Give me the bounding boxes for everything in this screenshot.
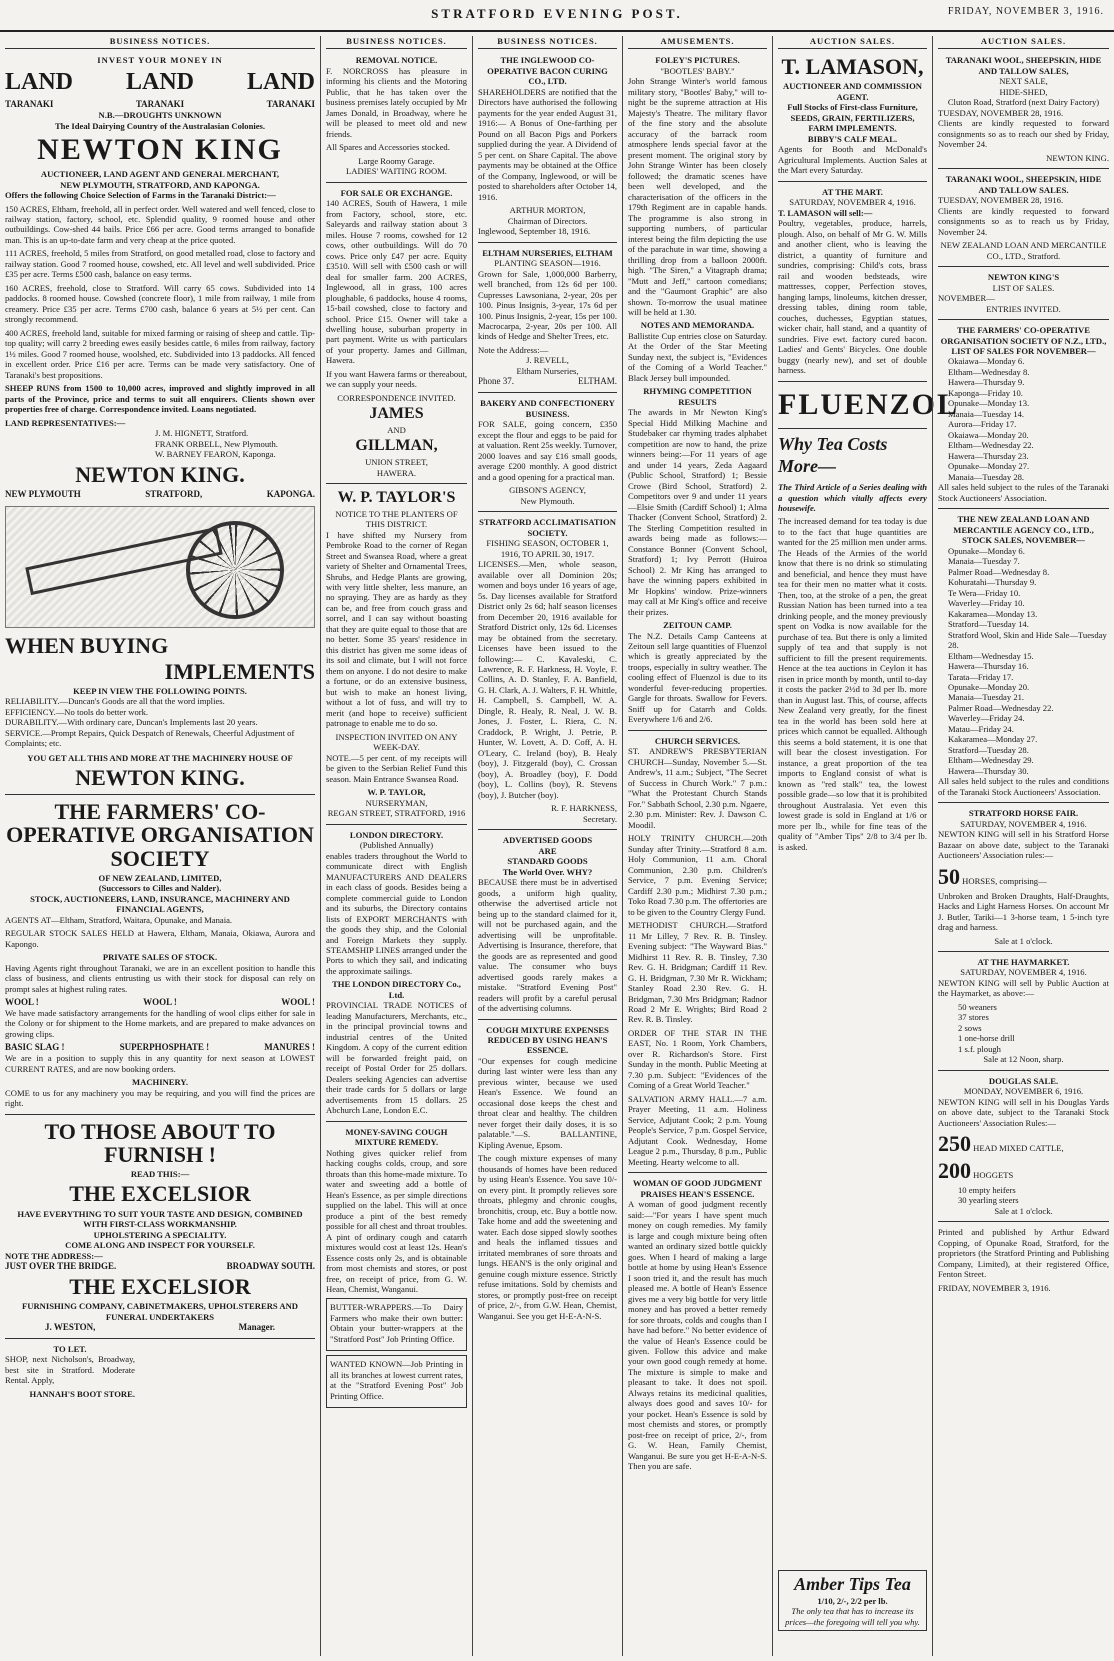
machinery-text: COME to us for any machinery you may be requiring, and you will find the prices are right. (5, 1087, 315, 1109)
representatives (5, 418, 315, 460)
at-mart-heading: AT THE MART. (822, 186, 883, 197)
phone-number: Phone 37. (478, 376, 514, 387)
wool-row (5, 997, 315, 1008)
sale-item: Tarata—Friday 17. (948, 671, 1014, 682)
and-word: AND (387, 424, 406, 435)
published-annually: (Published Annually) (359, 840, 434, 851)
come-along: COME ALONG AND INSPECT FOR YOURSELF. (65, 1240, 255, 1251)
auctioneer-line: AUCTIONEER, LAND AGENT AND GENERAL MERCHANT, (40, 169, 280, 180)
town: STRATFORD, (145, 488, 203, 499)
money-saving-heading: MONEY-SAVING COUGH MIXTURE REMEDY. (345, 1126, 448, 1148)
offers-line: Offers the following Choice Selection of Farms in the Taranaki District:— (5, 190, 276, 201)
sale-item: Eltham—Wednesday 8. (948, 366, 1030, 377)
address-row (5, 1261, 315, 1272)
excelsior-heading: THE EXCELSIOR (69, 1181, 251, 1207)
london-directory-heading: LONDON DIRECTORY. (349, 829, 444, 840)
horse-fair-text: NEWTON KING will sell in his Stratford Horse Bazaar on above date, subject to the Taranaki Auctioneers' Association rules:— (938, 829, 1109, 861)
eltham-town: ELTHAM. (578, 376, 617, 387)
cluton-road: Cluton Road, Stratford (next Dairy Factory) (947, 97, 1100, 108)
lot-item: 10 empty heifers (958, 1184, 1016, 1195)
douglas-list (938, 1185, 1109, 1206)
notes-heading: NOTES AND MEMORANDA. (640, 320, 755, 331)
nz-loan-heading: THE NEW ZEALAND LOAN AND MERCANTILE AGENCY CO., LTD., STOCK SALES, NOVEMBER— (953, 514, 1094, 546)
sale-item: Matau—Friday 24. (948, 723, 1014, 734)
furnish-heading: TO THOSE ABOUT TO FURNISH ! (44, 1118, 276, 1167)
sale-item: Okaiawa—Monday 20. (948, 429, 1029, 440)
provincial-text: PROVINCIAL TRADE NOTICES of leading Manufacturers, Merchants, etc., in the principal provincial towns and industrial centres of the United Kingdom. A copy of the current edition will be forwarded freight paid, on receipt of Postal Order for 25 dollars. Dealers seeking Agencies can advertise their trade cards for 5 dollars or large advertisements from 15 dollars. 25 Abchurch Lane, London E.C. (326, 1000, 467, 1116)
nz-loan-list (938, 546, 1109, 777)
sale-item: Eltham—Wednesday 22. (948, 440, 1034, 451)
nurseryman: NURSERYMAN, (365, 797, 428, 808)
regan-street: REGAN STREET, STRATFORD, 1916 (327, 808, 466, 819)
spares-line: All Spares and Accessories stocked. (326, 142, 450, 153)
point-item: SERVICE.—Prompt Repairs, Quick Despatch of Renewals, Cheerful Adjustment of Complaints; etc. (5, 727, 295, 749)
london-directory-co: THE LONDON DIRECTORY Co., Ltd. (332, 979, 461, 1000)
fluenzol-logo: FLUENZOL (778, 387, 960, 421)
manures-row (5, 1042, 315, 1053)
basic-slag-text: We are in a position to supply this in any quantity for next season at LOWEST CURRENT RATES, and are now booking orders. (5, 1053, 315, 1074)
secretary: Secretary. (582, 813, 617, 824)
sale-item: Kohuratahi—Thursday 9. (948, 577, 1037, 588)
sale-item: Kakaramea—Monday 13. (948, 608, 1038, 619)
sale-exchange-text: 140 ACRES, South of Hawera, 1 mile from Factory, school, store, etc. Saleyards and railway station about 3 miles. House 7 rooms, cowshed for 12 cows, other outbuildings. Will do 70 cows. Price only £47 per acre. Equity £3510. Will sell with £500 cash or will deal for smaller farm. 200 ACRES, Inglewood, all in grass, 100 acres ploughable, 6 paddocks, house 4 rooms, 15-bail cowshed, close to factory and school. Price £15. Owner will take a dwelling house, suburban property in part payment. Write us with particulars of your property. James and Gillman, Hawera. (326, 198, 467, 366)
hannah-boot-store: HANNAH'S BOOT STORE. (29, 1388, 135, 1399)
town: NEW PLYMOUTH (5, 488, 81, 499)
sale-item: Palmer Road—Wednesday 22. (948, 702, 1054, 713)
rep-name: J. M. HIGNETT, Stratford. (155, 428, 249, 439)
third-article: The Third Article of a Series dealing with a question which vitally affects every housewife. (778, 482, 927, 513)
wp-taylor-heading: W. P. TAYLOR'S (337, 489, 456, 507)
column-heading: BUSINESS NOTICES. (5, 36, 315, 49)
haymarket-list (938, 1002, 1109, 1054)
wool-sales-heading-2: TARANAKI WOOL, SHEEPSKIN, HIDE AND TALLOW SALES. (945, 174, 1102, 195)
horses-label: HORSES, comprising— (962, 875, 1047, 886)
sale-item: Waverley—Friday 24. (948, 713, 1025, 724)
paper-title: STRATFORD EVENING POST. (431, 6, 683, 21)
douglas-heading: DOUGLAS SALE. (988, 1075, 1059, 1086)
get-all-line: YOU GET ALL THIS AND MORE AT THE MACHINERY HOUSE OF (27, 752, 293, 763)
sale-item: Manaia—Tuesday 14. (948, 408, 1025, 419)
furnishing-company: FURNISHING COMPANY, CABINETMAKERS, UPHOLSTERERS AND FUNERAL UNDERTAKERS (22, 1301, 298, 1322)
agents-text: Agents for Booth and McDonald's Agricultural Implements. Auction Sales at the Mart every Saturday. (778, 144, 927, 176)
private-sales-text: Having Agents right throughout Taranaki, we are in an excellent position to handle this class of business, and clients entrusting us with their stock for disposal can rely on prompt sales at highest ruling rates. (5, 962, 315, 994)
fishing-season: FISHING SEASON, OCTOBER 1, 1916, TO APRIL 30, 1917. (486, 538, 609, 559)
sale-item: Eltham—Wednesday 29. (948, 755, 1034, 766)
drill-wheel (186, 521, 284, 619)
st-andrews: ST. ANDREW'S PRESBYTERIAN CHURCH—Sunday, November 5.—St. Andrew's, 11 a.m.; Subject, "The Secret of Success in Church Work." 7 p.m.: "What the Protestant Church Stands For." Sabbath School, 2.30 p.m. Ngaere, 2.30 p.m. Minister: Rev. J. Dawson C. Moodil. (628, 746, 767, 830)
rep-name: FRANK ORBELL, New Plymouth. (155, 438, 278, 449)
sale-item: Palmer Road—Wednesday 8. (948, 566, 1050, 577)
land-word: LAND (5, 68, 74, 95)
sale-item: Stratford—Tuesday 28. (948, 744, 1029, 755)
farm-listing: 111 ACRES, freehold, 5 miles from Stratford, on good metalled road, close to factory and railway station. Good 7 roomed house, cowshed, etc. All level and well subdivided. Price £35 per acre. Terms £500 cash, balance on easy terms. (5, 248, 315, 280)
correspondence-invited: CORRESPONDENCE INVITED. (337, 392, 456, 403)
cattle-line (938, 1131, 1109, 1158)
sale-item: Okaiawa—Monday 6. (948, 356, 1025, 367)
point-item: DURABILITY.—With ordinary care, Duncan's Implements last 20 years. (5, 717, 258, 728)
sale-time: Sale at 12 Noon, sharp. (983, 1054, 1064, 1065)
sale-item: Te Wera—Friday 10. (948, 587, 1021, 598)
land-word: LAND (125, 68, 194, 95)
cattle-label: HEAD MIXED CATTLE, (973, 1143, 1064, 1154)
newton-king-heading-2: NEWTON KING. (75, 461, 245, 487)
sale-item: Hawera—Thursday 30. (948, 765, 1029, 776)
land-word: LAND (246, 68, 315, 95)
inglewood-date: Inglewood, September 18, 1916. (478, 226, 591, 237)
column-business-notices-2 (320, 36, 472, 1656)
acclimatisation-heading: STRATFORD ACCLIMATISATION SOCIETY. (479, 517, 616, 538)
point-item: EFFICIENCY.—No tools do better work. (5, 706, 149, 717)
bakery-text: FOR SALE, going concern, £350 except the flour and eggs to be paid for at valuation. Rent 25s weekly. Turnover, 2000 loaves and say £16 small goods, average £200 monthly. A good district and a good opening for a practical man. (478, 419, 617, 482)
mart-text: Poultry, vegetables, produce, harrels, plough. Also, on behalf of Mr G. W. Mills and another client, who is leaving the district, a quantity of furniture and sundries, comprising: Child's cots, brass rail and wooden bedsteads, wire mattresses, copper, Perfection stoves, hanging lamps, linoleums, kitchen dresser, dressing tables, dining room table, couches, duchesses, Egyptian statues, wicker chair, hall stand, and a quantity of sundries. Five ewt. factory cured bacon. Ladies' and Gents' Bicycles. One double buggy (nearly new), and set of double harness. (778, 218, 927, 376)
sale-item: Opunake—Monday 27. (948, 461, 1030, 472)
drought-notice: N.B.—DROUGHTS UNKNOWN (98, 110, 222, 121)
list-of-sales: LIST OF SALES. (992, 282, 1055, 293)
sale-item: Opunake—Monday 20. (948, 682, 1030, 692)
haymarket-text: NEWTON KING will sell by Public Auction at the Haymarket, as above:— (938, 977, 1109, 999)
woman-heading: WOMAN OF GOOD JUDGMENT PRAISES HEAN'S ESSENCE. (632, 1178, 763, 1199)
butter-wrappers-text: BUTTER-WRAPPERS.—To Dairy Farmers who make their own butter: Obtain your butter-wrappers at the "Stratford Post" Job Printing Office. (330, 1302, 463, 1344)
if-want-text: If you want Hawera farms or thereabout, we can supply your needs. (326, 368, 467, 390)
column-heading: AUCTION SALES. (938, 36, 1109, 49)
farm-listing: 400 ACRES, freehold land, suitable for mixed farming or raising of sheep and cattle. Tip-top quality; will carry 2 breeding ewes easily besides cattle, 6 miles from railway, factory 1½ miles. Good 7 roomed house, woolshed, etc. Subdivided into 13 paddocks. All fenced in excellent order. Price £16 per acre. Terms can be made very satisfactory. One of Taranaki's best propositions. (5, 327, 315, 380)
eltham-nurseries-heading: ELTHAM NURSERIES, ELTHAM (482, 247, 613, 258)
holy-trinity: HOLY TRINITY CHURCH.—20th Sunday after Trinity.—Stratford 8 a.m. Holy Communion, 11 a.m. Choral Communion, 2.30 p.m. Children's Service, 7 p.m. Evening Service; Cardiff 2.30 p.m.; Midhirst 7.30 p.m.; Toko Road 7.30 p.m. The offertories are to be given to the Country Clergy Fund. (628, 833, 767, 917)
cough-text: The cough mixture expenses of many thousands of homes have been reduced by using Hean's Essence. You save 10/- on every pint. It promptly relieves sore throats, phlegmy and chronic coughs, bronchitis, croup, etc. Buy a bottle now. Take home and add the sweetening and water. Each dose sipped slowly soothes and heals the inflamed tissues and irritated membranes of sore throats and lungs. HEAN'S is the only original and genuine cough mixture essence. Strictly refuse imitations. Sold by chemists and stores, or promptly post-free on receipt of price, 2/-, from G.W. Hean, Chemist, Wanganui. See you get H-E-A-N-S. (478, 1153, 617, 1321)
machinery-heading: MACHINERY. (132, 1077, 188, 1088)
footer-date: FRIDAY, NOVEMBER 3, 1916. (938, 1282, 1051, 1293)
newton-king-heading: NEWTON KING (37, 133, 283, 167)
new-plymouth: New Plymouth. (520, 495, 575, 506)
read-this: READ THIS:— (130, 1168, 190, 1179)
note-address: Note the Address:— (478, 344, 549, 355)
sale-date: SATURDAY, NOVEMBER 4, 1916. (789, 197, 916, 208)
amber-tips-logo: Amber Tips Tea (794, 1574, 911, 1594)
lamason-heading: T. LAMASON, (781, 54, 924, 80)
broadway-south: BROADWAY SOUTH. (226, 1260, 315, 1271)
implements-heading: IMPLEMENTS (164, 658, 315, 684)
over-bridge: JUST OVER THE BRIDGE. (5, 1260, 117, 1271)
garage-line: Large Roomy Garage. (358, 155, 435, 166)
wool-text: We have made satisfactory arrangements for the handling of wool clips either for sale in the Colony or for shipment to the Home markets, and are prepared to make advances on growing clips. (5, 1007, 315, 1039)
hide-shed: HIDE-SHED, (999, 86, 1048, 97)
removal-heading: REMOVAL NOTICE. (355, 55, 438, 66)
sale-item: Opunake—Monday 6. (948, 545, 1025, 556)
column-heading: BUSINESS NOTICES. (478, 36, 617, 49)
farm-listing: 150 ACRES, Eltham, freehold, all in perfect order. Well watered and well fenced, close to railway station, factory, school, etc. Splendid quality, 9 roomed house and other outbuildings. Cow-shed 44 bails. Price £66 per acre. Good terms arranged to bonafide man. This is an up-to-date farm and very cheap at the price quoted. (5, 203, 315, 245)
inglewood-text: SHAREHOLDERS are notified that the Directors have authorised the following payments for the year ended August 31, 1916:— A Bonus of One-farthing per Pound on all Bacon Pigs and Porkers supplied during the year. A Dividend of 5 per cent. on Share Capital. The above payments may be obtained at the Office of the Company, Inglewood, or will be posted to shareholders after October 14, 1916. (478, 86, 617, 202)
manures: MANURES ! (264, 1042, 315, 1053)
to-let-ad (5, 1344, 135, 1399)
inspection-invited: INSPECTION INVITED ON ANY WEEK-DAY. (335, 731, 458, 753)
hawera-line: HAWERA. (376, 467, 417, 478)
zeitoun-heading: ZEITOUN CAMP. (663, 620, 732, 631)
november-label: NOVEMBER— (938, 293, 995, 304)
amber-tips-note: The only tea that has to increase its prices—the foregoing will tell you why. (785, 1606, 920, 1627)
revell-nurseries: Eltham Nurseries, (516, 365, 579, 376)
sale-date: TUESDAY, NOVEMBER 28, 1916. (938, 195, 1064, 206)
superphosphate: SUPERPHOSPHATE ! (119, 1042, 210, 1053)
sale-item: Hawera—Thursday 23. (948, 450, 1029, 461)
ladies-room: LADIES' WAITING ROOM. (346, 166, 447, 177)
sale-item: Stratford Wool, Skin and Hide Sale—Tuesday 28. (948, 629, 1107, 651)
horses-line (938, 864, 1109, 891)
sheep-runs: SHEEP RUNS from 1500 to 10,000 acres, improved and slightly improved in all parts of the Province, price and terms to suit all enquirers. Clients shown over properties free of charge. Correspondence invited. Loans negotiated. (5, 383, 315, 415)
amber-tips-price: 1/10, 2/-, 2/2 per lb. (817, 1595, 888, 1606)
taranaki-row (5, 99, 315, 110)
amber-tips-ad (778, 1570, 927, 1631)
chairman: Chairman of Directors. (507, 215, 588, 226)
planting-season: PLANTING SEASON—1916. (494, 258, 601, 269)
methodist: METHODIST CHURCH.—Stratford 11 Mr Lilley, 7 Rev. R. B. Tinsley. Evening subject: "The Wayward Bias." Midhirst 11 Rev. R. B. Tinsley, 7.30 Rev. G. H. Bridgman; Cardiff 11 Rev. G. H. Bridgman, 7.30 Mr R. Wickham; Stanley Road 2.30 Rev. G. H. Bridgman, 7.30 Mrs Bridgman; Radnor Road 2 Mr E. Wrights; Bird Road 2 Rev. R. B. Tinsley. (628, 920, 767, 1025)
wool-word: WOOL ! (143, 996, 177, 1007)
newton-king-lists: NEWTON KING'S (987, 272, 1060, 283)
arthur-morton: ARTHUR MORTON, (509, 205, 586, 216)
stock-agents: STOCK, AUCTIONEERS, LAND, INSURANCE, MACHINERY AND FINANCIAL AGENTS, (30, 893, 290, 915)
to-let-heading: TO LET. (53, 1343, 87, 1354)
sale-item: Manaia—Tuesday 7. (948, 556, 1020, 567)
sale-item: Manaia—Tuesday 21. (948, 692, 1025, 703)
sale-item: Aurora—Friday 17. (948, 419, 1017, 430)
are-word: ARE (538, 845, 557, 856)
lot-item: 37 stores (958, 1012, 989, 1023)
gillman-name: GILLMAN, (355, 437, 438, 455)
inglewood-heading: THE INGLEWOOD CO-OPERATIVE BACON CURING CO., LTD. (487, 55, 608, 87)
column-amusements (622, 36, 772, 1656)
serbian-note: NOTE.—5 per cent. of my receipts will be given to the Serbian Relief Fund this season. Main Entrance Swansea Road. (326, 752, 467, 784)
wool-word: WOOL ! (281, 996, 315, 1007)
when-buying-heading: WHEN BUYING (5, 632, 169, 658)
woman-text: A woman of good judgment recently said:—"For years I have spent much money on cough remedies. My family is large and cough mixture being often wanted an ordinary sized bottle quickly goes. When I heard of making a large bottle at home by using Hean's Essence I soon tried it, and the result has much pleased me. A bottle of Hean's Essence gives me a very big bottle for very little money and has proved a better remedy for sore throats, colds and coughs than I have had before." No better evidence of the value of Hean's Essence could be given. Follow this advice and make your own good cough remedy at home. The mixture is simple to make and pleasant to take. It does not spoil. Always retains its medicinal qualities, always does good and saves 10/- for your pocket. Hean's Essence is sold by most chemists and stores, or promptly post-free on receipt of price, 2/-, from G. W. Hean, Family Chemist, Wanganui. Be sure you get H-E-A-N-S. Then you are safe. (628, 1199, 767, 1472)
manager-row (5, 1322, 315, 1333)
rhyming-text: The awards in Mr Newton King's Special Hidd Milking Machine and Studebaker car rhyming trades alphabet competition are now to hand, the prize winners being:—For 11 years of age and under 14 years, Zeda Aagaard (Public School, Stratford) 1; Bessie Crowe (Bird School, Stratford) 2. Competitors over 9 and under 11 years—Elsie Smith (Cardiff School) 1; Alma Thacker (Convent School, Stratford) 2. The Sterling Competition resulted in awards being made as follows:—Constance Bonner (Convent School, Stratford) 1; Ivy Perrott (Huiroa School) 2. Mr King has arranged to have the winning papers exhibited in Mr Hopkins' window. Prize-winners may call at Mr King's office and receive their prizes. (628, 407, 767, 617)
point-item: RELIABILITY.—Duncan's Goods are all that the word implies. (5, 696, 225, 707)
gibson-agency: GIBSON'S AGENCY, (509, 485, 586, 496)
successors: (Successors to Cilles and Nalder). (98, 883, 222, 894)
bibby-calf-meal: BIBBY'S CALF MEAL. (807, 133, 898, 144)
planters-notice: NOTICE TO THE PLANTERS OF THIS DISTRICT. (335, 508, 458, 530)
hoggets-count: 200 (938, 1158, 971, 1184)
manager-title: Manager. (238, 1322, 275, 1333)
sale-date: SATURDAY, NOVEMBER 4, 1916. (960, 967, 1087, 978)
rhyming-heading: RHYMING COMPETITION RESULTS (643, 386, 752, 407)
farmers-sales-heading: THE FARMERS' CO-OPERATIVE ORGANISATION SOCIETY OF N.Z., LTD., LIST OF SALES FOR NOVEMBER— (940, 325, 1107, 356)
upholstering: UPHOLSTERING A SPECIALITY. (93, 1229, 227, 1240)
farm-listing: 160 ACRES, freehold, close to Stratford. Will carry 65 cows. Subdivided into 14 paddocks. 8 roomed house. Cowshed (concrete floor), 1 mile from railway, 1 mile from creamery. Price £35 per acre. Terms £700 cash, balance 6 years at 5½ per cent. Can strongly recommend. (5, 282, 315, 325)
revell-name: J. REVELL, (526, 355, 569, 366)
land-row (5, 68, 315, 97)
lamason-will-sell: T. LAMASON will sell:— (778, 207, 873, 218)
bootles-title: "BOOTLES' BABY." (660, 65, 735, 76)
taranaki-word: TARANAKI (135, 99, 185, 110)
auctioneer-line: AUCTIONEER AND COMMISSION AGENT. (783, 81, 922, 102)
rules-notice: All sales held subject to the rules and conditions of the Taranaki Stock Auctioneers' Association. (938, 776, 1109, 797)
world-over: The World Over. WHY? (502, 866, 593, 877)
hoggets-label: HOGGETS (973, 1170, 1014, 1181)
to-let-text: SHOP, next Nicholson's, Broadway, best site in Stratford. Moderate Rental. Apply, (5, 1354, 135, 1386)
foley-text: John Strange Winter's world famous military story, "Bootles' Baby," will to-night be the supreme attraction at His Majesty's Theatre. The military flavor of the fine story and the absolute accuracy of the barrack room atmosphere lends special favor at the present moment. The original story by John Strange Winter has been closely followed; the dramatic scenes have been well developed, and the characterisation of the officers in the 179th Regiment are in capable hands. The programme is also strong in supporting numbers, of particular interest being the film depicting the use of the parachute in war time, showing a thrilling drop from a balloon 2000ft. high. "The Siren," a Vitagraph drama; "Mutt and Jeff," cartoon comedians; and the "Gaumont Graphic" are also shown. To-morrow the usual matinee will be held at 1.30. (628, 76, 767, 317)
next-sale: NEXT SALE, (999, 76, 1048, 87)
sale-time: Sale at 1 o'clock. (994, 935, 1053, 946)
town: KAPONGA. (266, 488, 315, 499)
harkness-name: R. F. HARKNESS, (551, 803, 617, 814)
lot-item: 30 yearling steers (958, 1195, 1019, 1206)
masthead (0, 0, 1114, 32)
tea-text: The increased demand for tea today is due to to the fact that huge quantities are wanted for the 25 million men under arms. The Heads of the Armies of the world know that there is no drink so stimulating and beneficial, and hence they must have tea for their men no matter what it costs. Then, too, at the stroke of a pen, the great Russian Nation has been turned into a tea drinking people, and the money previously spent on Vodka is now available for the purchase of tea. But there is only a limited supply of tea and that supply is not sufficient to fill the present requirements. Hence at the tea auctions in Ceylon it has risen in price month by month, until to-day it costs the packer 2½d to 3d per lb. more than in August last. This, of course, affects New Zealand very greatly, for the finest tea in the world has been sold here at prices which cannot be equalled. Although this seems a bold statement, it is one that will bear the closest investigation. For instance, a great proportion of the tea imports to England consist of what is known as "red stalk" tea, the lowest possible grade—so low that it is prohibited throughout Australasia. Yet even this lowest grade is sold in England at 1/6 or more per lb., while for fine teas of the quality of "Amber Tips" 2/8 to 3/4 per lb. is asked. (778, 516, 927, 852)
farmers-society-heading: THE FARMERS' CO-OPERATIVE ORGANISATION SOCIETY (6, 799, 314, 871)
money-saving-text: Nothing gives quicker relief from hacking coughs colds, croup, and sore throats than this home-made mixture. To water and sweeting add a bottle of Hean's Essence, as per simple directions supplied on the label. This will at once produce a pint of the best remedy possible for all chest and throat troubles. A pint of ordinary cough and catarrh mixtures would cost at least 12s. Hean's Essence costs only 2s, and is obtainable from most chemists and stores, or post free, on receipt of price, from G. W. Hean, Chemist, Wanganui. (326, 1147, 467, 1294)
newton-king-heading-3: NEWTON KING. (75, 765, 245, 791)
haymarket-heading: AT THE HAYMARKET. (977, 957, 1070, 967)
horse-description: Unbroken and Broken Draughts, Half-Draughts, Hacks and Light Harness Horses. On account Mr J. Butler, Tariki—1 3-horse team, 1 5-inch tyre drag and harness. (938, 890, 1109, 933)
towns-line: NEW PLYMOUTH, STRATFORD, AND KAPONGA. (60, 179, 260, 190)
sale-item: Opunake—Monday 13. (948, 398, 1030, 409)
rules-notice: All sales held subject to the rules of the Taranaki Stock Auctioneers' Association. (938, 482, 1109, 503)
column-heading: BUSINESS NOTICES. (326, 36, 467, 49)
horse-fair-heading: STRATFORD HORSE FAIR. (968, 808, 1079, 819)
order-of-star: ORDER OF THE STAR IN THE EAST, No. 1 Room, York Chambers, over R. Richardson's Store. First Sunday in the month. Public Meeting at 7.30 p.m. Subject: "Evidences of the Coming of a Great World Teacher." (628, 1027, 767, 1091)
manager-name: J. WESTON, (45, 1322, 96, 1333)
issue-date: FRIDAY, NOVEMBER 3, 1916. (947, 6, 1104, 17)
clients-notice: Clients are kindly requested to forward consignments so as to reach us by Friday, November 24. (938, 205, 1109, 237)
salvation-army: SALVATION ARMY HALL.—7 a.m. Prayer Meeting, 11 a.m. Holiness Service, Adjutant Cook; 2 p.m. Young People's Service, 7 p.m. Gospel Service, Adjutant Cook. Wednesday, Home League 2 p.m., Thursday, 8 p.m., Public Meeting. Hearty welcome to all. (628, 1093, 767, 1167)
standard-goods: STANDARD GOODS (507, 856, 588, 867)
imprint: Printed and published by Arthur Edward Copping, of Opunake Road, Stratford, for the proprietors (the Stratford Printing and Publishing Company, Limited), at their registered Office, Fenton Street. (938, 1227, 1109, 1280)
private-sales-heading: PRIVATE SALES OF STOCK. (102, 952, 218, 963)
towns-row (5, 489, 315, 500)
cattle-count: 250 (938, 1131, 971, 1157)
full-stocks: Full Stocks of First-class Furniture, SEEDS, GRAIN, FERTILIZERS, FARM IMPLEMENTS. (787, 102, 918, 134)
sale-time: Sale at 1 o'clock. (994, 1205, 1053, 1216)
douglas-text: NEWTON KING will sell in his Douglas Yards on above date, subject to the Taranaki Stock Auctioneers' Association Rules:— (938, 1096, 1109, 1128)
cough-heading: COUGH MIXTURE EXPENSES REDUCED BY USING HEAN'S ESSENCE. (486, 1024, 609, 1056)
reps-label: LAND REPRESENTATIVES:— (5, 417, 126, 428)
wool-word: WOOL ! (5, 996, 39, 1007)
sale-item: Kakaramea—Monday 27. (948, 734, 1038, 745)
church-heading: CHURCH SERVICES. (654, 735, 741, 746)
regular-sales: REGULAR STOCK SALES HELD at Hawera, Eltham, Manaia, Okiawa, Aurora and Kapongo. (5, 928, 315, 949)
licenses-text: LICENSES.—Men, whole season, available over all Dominion 20s; women and boys under 16 years of age, 5s. Day licenses available for Stratford District only 2s 6d; half season licenses from December 20, 1916 available for Stratford District only, 12s 6d. Licenses may be obtained from the secretary. Licenses have been issued to the following:— C. Kavaleski, C. Lawrence, R. F. Harkness, H. Voyle, F. Collins, A. D. Stanley, F. A. Banfield, G. H. Clark, A. J. Walters, F. H. Whittle, H. Campbell, S. Campbell, W. A. Dingle, R. Healy, R. Neal, J. W. B. Jones, J. Foster, L. Riera, C. N. Craddock, P. Wright, J. Petrie, P. Hunter, W. Lovett, A. D. Coff, A. H. O'Leary, C. Ireland (boy), B. Healy (boy), J. Fitzgerald (boy), C. Crossan (boy), A. Broadley (boy), F. Dodd (boy), L. Collins (boy), R. Stevens (boy), J. Butcher (boy). (478, 559, 617, 800)
newton-king-signature: NEWTON KING. (1046, 152, 1109, 163)
cough-quote: "Our expenses for cough medicine during last winter were less than any previous winter, because we used Hean's Essence. We found an occasional dose keeps the chest and throat clear and healthy. The children never forget their daily doses, it is so palatable."—S. BALLANTINE, Kipling Avenue, Epsom. (478, 1055, 617, 1150)
clients-notice: Clients are kindly requested to forward consignments so as to reach our shed by Friday, November 24. (938, 118, 1109, 150)
wanted-known-ad (326, 1355, 467, 1408)
taylor-text: I have shifted my Nursery from Pembroke Road to the corner of Regan Street and Swansea Road, where a great variety of Shelter and Ornamental Trees, Shrubs, and Hedge Plants are growing, with very little shelter, less manure, an no spraying. They are as hardy as they can be, and free from couch grass and sorrel, and I can say without boasting that they are quite equal to those that are no better. Some 35 years' residence in this district has given me some ideas of its soil and climate, but I will not force them on anyone. I do not desire to make a fortune, or do an extensive business, but wish to make an honest living, without a lot of fuss, and will try to merit (and hope to receive) sufficient patronage to enable me to do so. (326, 529, 467, 729)
sale-date: MONDAY, NOVEMBER 6, 1916. (963, 1086, 1084, 1097)
reps-list (5, 428, 315, 459)
sale-item: Hawera—Thursday 9. (948, 377, 1025, 388)
basic-slag: BASIC SLAG ! (5, 1042, 65, 1053)
sale-exchange-heading: FOR SALE OR EXCHANGE. (340, 187, 453, 198)
excelsior-heading-2: THE EXCELSIOR (69, 1273, 251, 1299)
foley-heading: FOLEY'S PICTURES. (655, 55, 740, 66)
london-directory-text: enables traders throughout the World to communicate direct with English MANUFACTURERS AND DEALERS in each class of goods. Besides being a complete commercial guide to London and its suburbs, the Directory contains lists of EXPORT MERCHANTS with the goods they ship, and the Colonial and Foreign Markets they supply. STEAMSHIP LINES arranged under the Ports to which they sail, and indicating the approximate sailings. (326, 850, 467, 976)
column-business-notices-3 (472, 36, 622, 1656)
james-name: JAMES (369, 405, 424, 423)
horse-count: 50 (938, 863, 960, 889)
column-auction-sales-2 (932, 36, 1114, 1656)
sale-item: Stratford—Tuesday 14. (948, 619, 1029, 630)
zeitoun-text: The N.Z. Details Camp Canteens at Zeitoun sell large quantities of Fluenzol which is greatly appreciated by the troops, especially in sultry weather. The cooling effect of Fluenzol is due to its wonderful fever-reducing properties. Gargle for throats. Swallow for Fevers. Sniff up for Catarrh and Colds. Everywhere 1/6 and 2/6. (628, 630, 767, 725)
seed-drill-illustration (5, 506, 315, 628)
sale-date: TUESDAY, NOVEMBER 28, 1916. (938, 107, 1064, 118)
keep-in-view: KEEP IN VIEW THE FOLLOWING POINTS. (73, 685, 247, 696)
sale-item: Waverley—Friday 10. (948, 598, 1025, 609)
sale-item: Hawera—Thursday 16. (948, 661, 1029, 672)
wanted-known-text: WANTED KNOWN—Job Printing in all its branches at lowest current rates, at the "Stratford Evening Post" Job Printing Office. (330, 1359, 463, 1401)
why-tea-heading: Why Tea Costs More— (778, 434, 888, 477)
lot-item: 1 one-horse drill (958, 1033, 1015, 1044)
eltham-text: Grown for Sale, 1,000,000 Barberry, well branched, from 12s 6d per 100. Cupresses Lawsoniana, 2-year, 20s per 100. Pinus Insignis, 3-year, 17s 6d per 100. Pinus Insignis, 2-year, 15s per 100. Macrocarpa, 2-year, 20s per 100. All kinds of Hedge and Shelter Trees, etc. (478, 268, 617, 342)
lot-item: 1 s.f. plough (958, 1043, 1001, 1054)
removal-text: F. NORCROSS has pleasure in informing his clients and the Motoring Public, that he has taken over the business premises lately occupied by Mr James Donald, in Broadway, where he will be pleased to meet old and new friends. (326, 65, 467, 139)
column-heading: AMUSEMENTS. (628, 36, 767, 49)
nz-limited: OF NEW ZEALAND, LIMITED, (98, 872, 222, 883)
union-street: UNION STREET, (365, 457, 428, 468)
lot-item: 50 weaners (958, 1001, 997, 1012)
notes-text: Ballistite Cup entries close on Saturday. At the Order of the Star Meeting Sunday next, the subject is, "Evidences of the Coming of a World Teacher." Black Jersey bull impounded. (628, 330, 767, 383)
hoggets-line (938, 1158, 1109, 1185)
taranaki-word: TARANAKI (5, 99, 54, 110)
nz-mercantile: NEW ZEALAND LOAN AND MERCANTILE CO., LTD., Stratford. (940, 240, 1107, 261)
sale-item: Kaponga—Friday 10. (948, 387, 1023, 398)
taranaki-word: TARANAKI (266, 99, 315, 110)
ideal-tagline: The Ideal Dairying Country of the Australasian Colonies. (54, 120, 266, 131)
farmers-sales-list (938, 356, 1109, 482)
have-everything: HAVE EVERYTHING TO SUIT YOUR TASTE AND DESIGN, COMBINED WITH FIRST-CLASS WORKMANSHIP. (17, 1208, 303, 1230)
points-list (5, 696, 315, 748)
world-over-text: BECAUSE there must be in advertised goods, a uniform high quality, otherwise the advertised article not being up to the standard claimed for it, will not be purchased again, and the advertising will be unprofitable. Advertising is Insurance, therefore, that the goods are as represented and good value. The consumer who buys advertised goods rarely makes a mistake. "Stratford Evening Post" readers will profit by a careful perusal of the advertising columns. (478, 877, 617, 1014)
wp-taylor-name: W. P. TAYLOR, (367, 787, 426, 798)
bottom-ads (5, 1344, 315, 1399)
invest-heading: INVEST YOUR MONEY IN (97, 55, 223, 66)
rep-name: W. BARNEY FEARON, Kaponga. (155, 449, 276, 460)
sale-item: Eltham—Wednesday 15. (948, 650, 1034, 661)
bakery-heading: BAKERY AND CONFECTIONERY BUSINESS. (480, 398, 615, 419)
note-address: NOTE THE ADDRESS:— (5, 1250, 103, 1261)
wool-sales-heading: TARANAKI WOOL, SHEEPSKIN, HIDE AND TALLOW SALES, (945, 55, 1102, 76)
lot-item: 2 sows (958, 1022, 982, 1033)
agents-line: AGENTS AT—Eltham, Stratford, Waitara, Opunake, and Manaia. (5, 914, 233, 925)
entries-invited: ENTRIES INVITED. (986, 303, 1061, 314)
phone-row (478, 376, 617, 387)
sale-date: SATURDAY, NOVEMBER 4, 1916. (960, 818, 1087, 829)
advertised-goods: ADVERTISED GOODS (502, 835, 593, 846)
butter-wrappers-ad (326, 1298, 467, 1351)
column-business-notices-1 (0, 36, 320, 1656)
sale-item: Manaia—Tuesday 28. (948, 471, 1025, 482)
column-heading: AUCTION SALES. (778, 36, 927, 49)
